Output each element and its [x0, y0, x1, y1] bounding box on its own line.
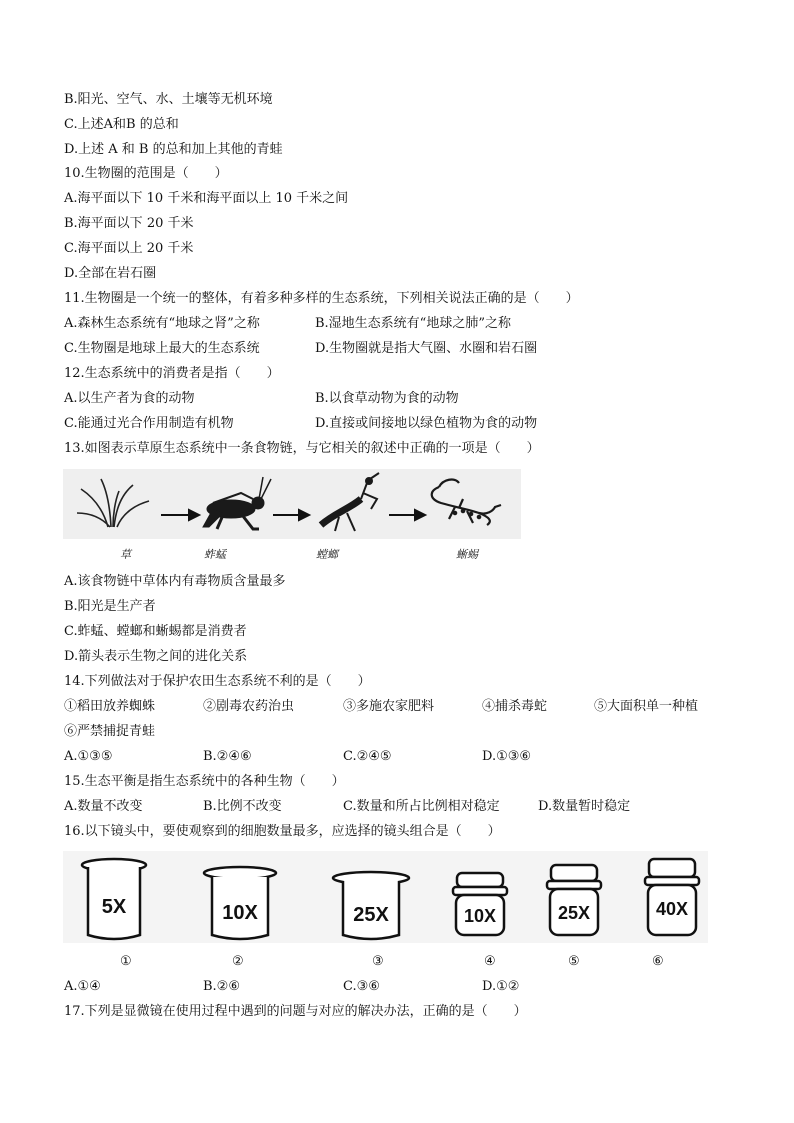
- q13-option-d: D.箭头表示生物之间的进化关系: [64, 649, 248, 664]
- grasshopper-icon: [203, 477, 271, 529]
- lens-number: ④: [484, 954, 496, 969]
- q9-option-d: D.上述 A 和 B 的总和加上其他的青蛙: [64, 142, 283, 157]
- q11-option-c: C.生物圈是地球上最大的生态系统: [64, 341, 260, 356]
- lens-number: ⑤: [568, 954, 580, 969]
- q15-option-c: C.数量和所占比例相对稳定: [343, 799, 500, 814]
- q14-option-a: A.①③⑤: [64, 749, 113, 764]
- q9-option-c: C.上述A和B 的总和: [64, 117, 179, 132]
- q14-item: ⑤大面积单一种植: [594, 699, 699, 714]
- q11-option-b: B.湿地生态系统有“地球之肺”之称: [315, 316, 511, 331]
- q16-option-a: A.①④: [64, 979, 101, 994]
- lens-label: 10X: [463, 906, 497, 926]
- food-chain-figure: [63, 469, 521, 539]
- q16-stem: 16.以下镜头中，要使观察到的细胞数量最多，应选择的镜头组合是（ ）: [64, 824, 501, 839]
- lens-number: ②: [232, 954, 244, 969]
- q11-option-a: A.森林生态系统有“地球之肾”之称: [64, 316, 260, 331]
- q14-option-c: C.②④⑤: [343, 749, 392, 764]
- q12-option-b: B.以食草动物为食的动物: [315, 391, 459, 406]
- objective-icon: [547, 865, 601, 935]
- q14-item: ⑥严禁捕捉青蛙: [64, 724, 156, 739]
- eyepiece-icon: [333, 872, 409, 939]
- q10-option-c: C.海平面以上 20 千米: [64, 241, 194, 256]
- lens-number: ⑥: [652, 954, 664, 969]
- food-chain-drawing: [63, 469, 521, 539]
- food-chain-label: 蜥蜴: [456, 548, 478, 561]
- q17-stem: 17.下列是显微镜在使用过程中遇到的问题与对应的解决办法，正确的是（ ）: [64, 1004, 527, 1019]
- arrow-icon: [161, 510, 199, 520]
- mantis-icon: [321, 473, 379, 531]
- q14-stem: 14.下列做法对于保护农田生态系统不利的是（ ）: [64, 674, 371, 689]
- q13-option-a: A.该食物链中草体内有毒物质含量最多: [64, 574, 286, 589]
- lens-label: 25X: [353, 904, 389, 926]
- lens-label: 25X: [557, 903, 591, 923]
- q14-item: ②剧毒农药治虫: [203, 699, 295, 714]
- q14-item: ①稻田放养蜘蛛: [64, 699, 156, 714]
- eyepiece-icon: [204, 867, 276, 939]
- q13-option-b: B.阳光是生产者: [64, 599, 156, 614]
- q15-option-a: A.数量不改变: [64, 799, 143, 814]
- q15-option-d: D.数量暂时稳定: [538, 799, 631, 814]
- q16-option-b: B.②⑥: [203, 979, 240, 994]
- q13-stem: 13.如图表示草原生态系统中一条食物链，与它相关的叙述中正确的一项是（ ）: [64, 441, 540, 456]
- q10-option-d: D.全部在岩石圈: [64, 266, 157, 281]
- q12-option-d: D.直接或间接地以绿色植物为食的动物: [315, 416, 538, 431]
- q13-option-c: C.蚱蜢、螳螂和蜥蜴都是消费者: [64, 624, 247, 639]
- lens-number: ①: [120, 954, 132, 969]
- objective-icon: [453, 873, 507, 935]
- food-chain-label: 螳螂: [316, 548, 338, 561]
- q12-stem: 12.生态系统中的消费者是指（ ）: [64, 366, 280, 381]
- q10-option-b: B.海平面以下 20 千米: [64, 216, 194, 231]
- lens-label: 10X: [222, 902, 258, 924]
- food-chain-label: 蚱蜢: [204, 548, 226, 561]
- q14-option-d: D.①③⑥: [482, 749, 532, 764]
- q12-option-c: C.能通过光合作用制造有机物: [64, 416, 234, 431]
- q14-item: ④捕杀毒蛇: [482, 699, 548, 714]
- q16-option-c: C.③⑥: [343, 979, 380, 994]
- eyepiece-icon: [82, 859, 146, 939]
- q11-stem: 11.生物圈是一个统一的整体，有着多种多样的生态系统，下列相关说法正确的是（ ）: [64, 291, 579, 306]
- arrow-icon: [273, 510, 309, 520]
- lens-label: 40X: [655, 899, 689, 919]
- q14-option-b: B.②④⑥: [203, 749, 252, 764]
- lens-figure: [63, 851, 708, 943]
- q15-stem: 15.生态平衡是指生态系统中的各种生物（ ）: [64, 774, 345, 789]
- lens-number: ③: [372, 954, 384, 969]
- q14-item: ③多施农家肥料: [343, 699, 435, 714]
- q9-option-b: B.阳光、空气、水、土壤等无机环境: [64, 92, 273, 107]
- lens-drawing: [63, 851, 708, 943]
- lizard-icon: [432, 480, 501, 525]
- q15-option-b: B.比例不改变: [203, 799, 282, 814]
- arrow-icon: [389, 510, 425, 520]
- food-chain-label: 草: [120, 548, 131, 561]
- q10-option-a: A.海平面以下 10 千米和海平面以上 10 千米之间: [64, 191, 349, 206]
- q16-option-d: D.①②: [482, 979, 520, 994]
- q10-stem: 10.生物圈的范围是（ ）: [64, 166, 228, 181]
- q12-option-a: A.以生产者为食的动物: [64, 391, 195, 406]
- lens-label: 5X: [101, 896, 127, 918]
- grass-icon: [77, 479, 149, 527]
- q11-option-d: D.生物圈就是指大气圈、水圈和岩石圈: [315, 341, 538, 356]
- objective-icon: [645, 859, 699, 935]
